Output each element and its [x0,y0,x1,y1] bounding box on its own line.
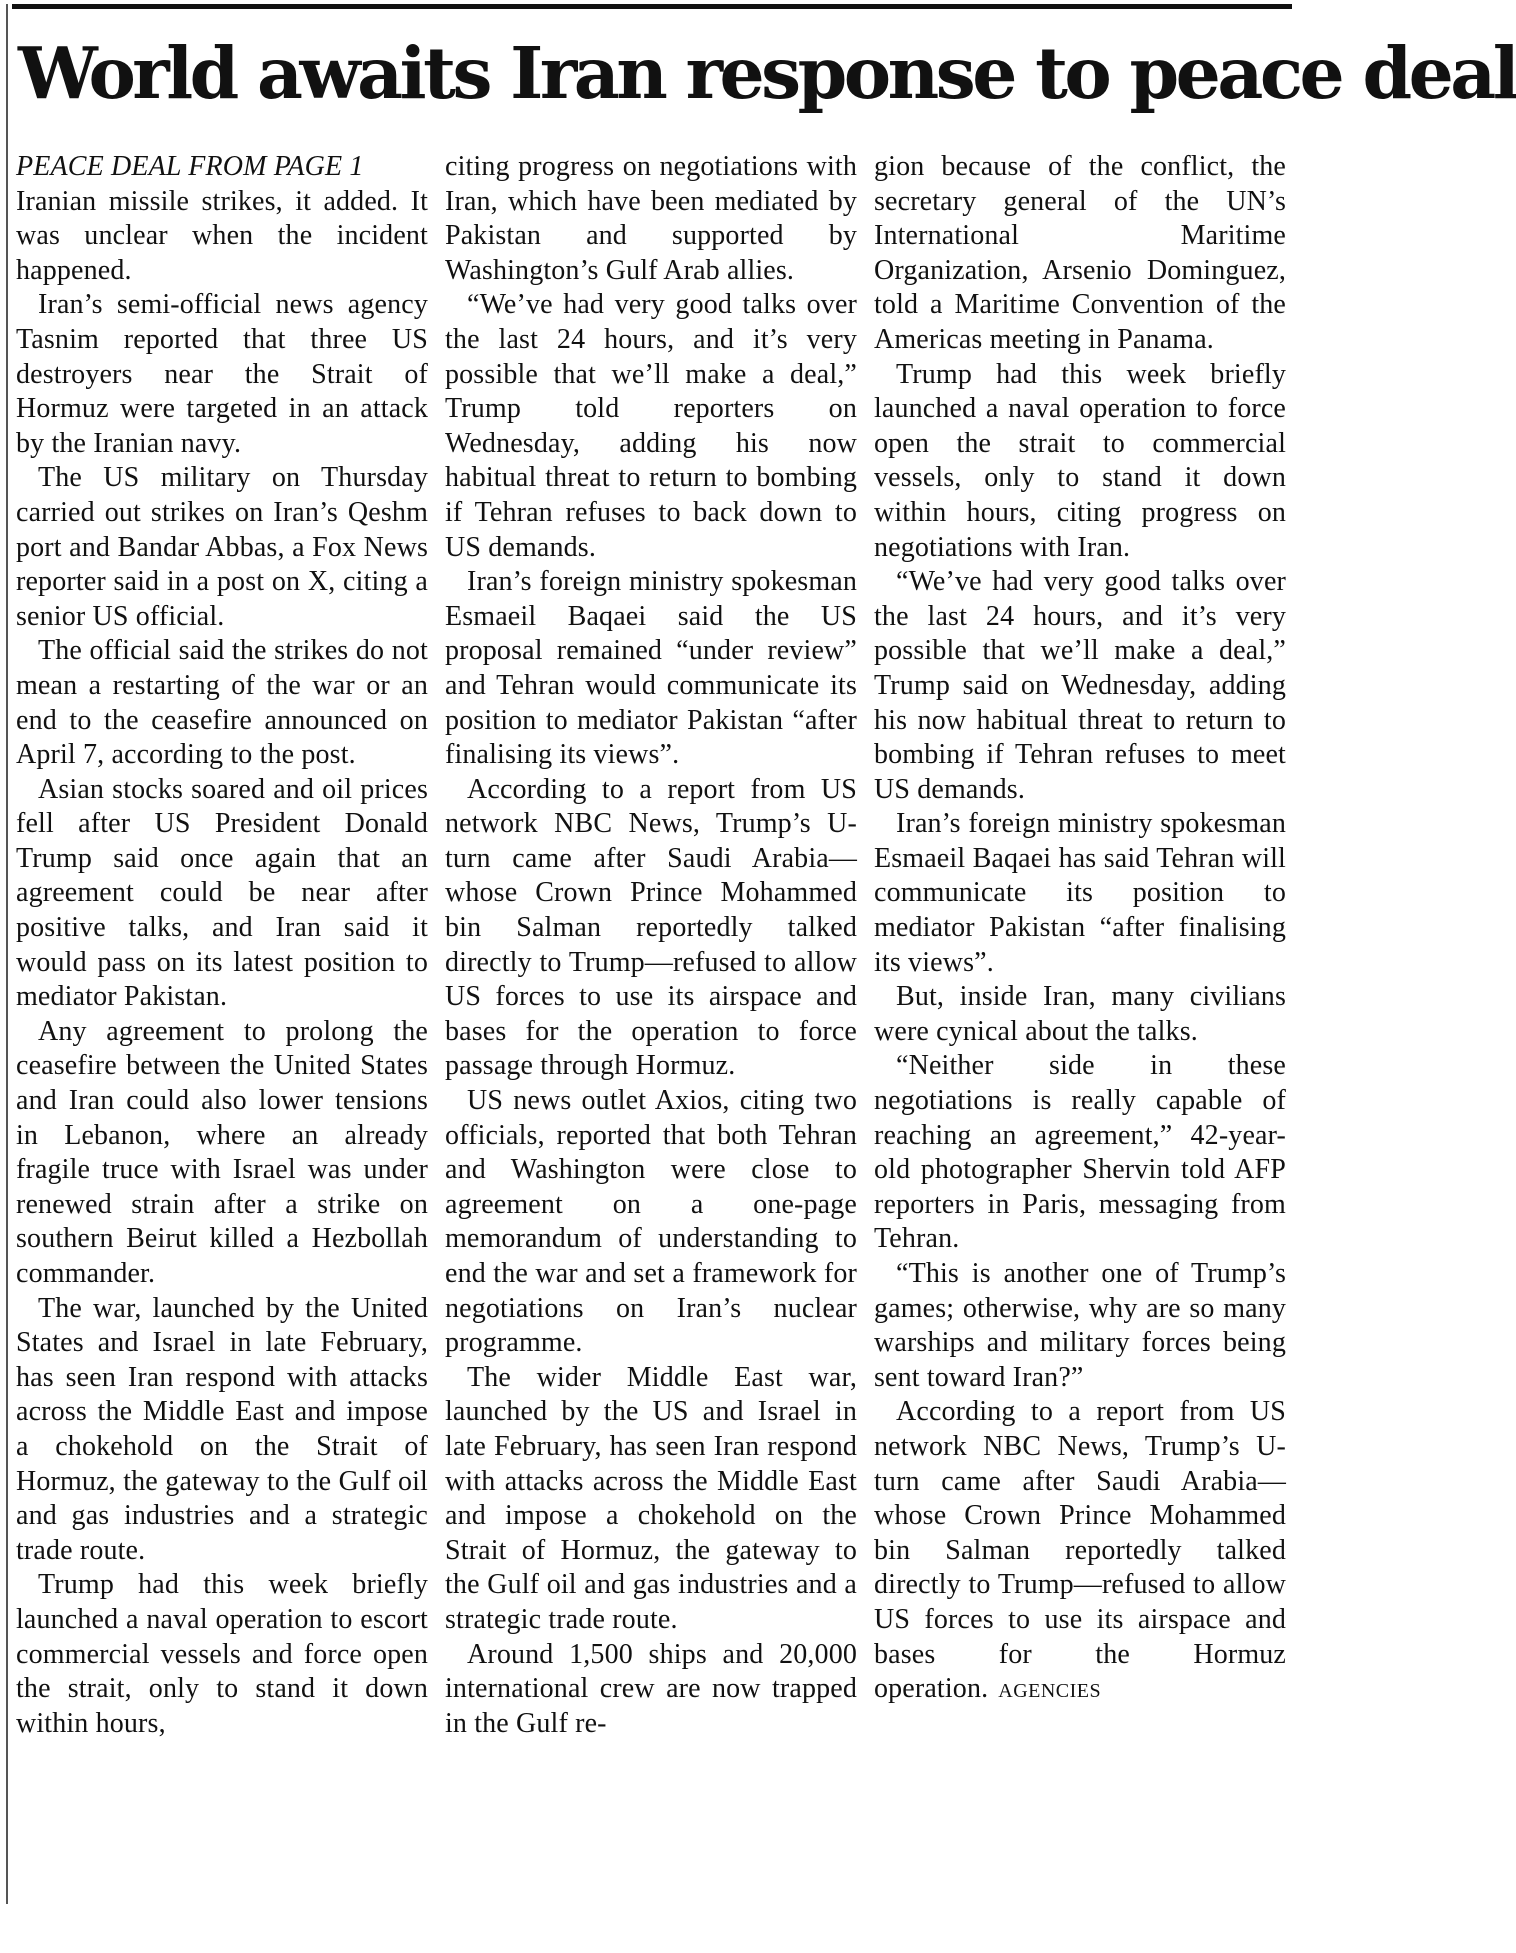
left-margin-rule [6,4,8,1904]
top-rule [12,4,1292,9]
headline: World awaits Iran response to peace deal [18,31,1516,115]
paragraph: The war, launched by the United States and Israel in late February, has seen Iran respond with attacks across the Middle East and impose a chokehold on the Strait of Hormuz, the gateway to the Gulf oil and gas industries and a strategic trade route. [16,1292,428,1566]
paragraph: But, inside Iran, many civilians were cynical about the talks. [874,981,1286,1047]
paragraph-final [874,1395,1286,1708]
paragraph: Iran’s foreign ministry spokesman Esmaeil Baqaei has said Tehran will communicate its position to mediator Pakistan “after finalising its views”. [874,808,1286,978]
paragraph: The official said the strikes do not mean a restarting of the war or an end to the ceasefire announced on April 7, according to the post. [16,635,428,771]
paragraph: citing progress on negotiations with Iran, which have been mediated by Pakistan and supported by Washington’s Gulf Arab allies. [445,151,857,286]
paragraph: Trump had this week briefly launched a naval operation to force open the strait to commercial vessels, only to stand it down within hours, citing progress on negotiations with Iran. [874,358,1286,563]
paragraph-text: According to a report from US network NBC News, Trump’s U-turn came after Saudi Arabia—whose Crown Prince Mohammed bin Salman reportedly talked directly to Trump—refused to allow US forces to use its airspace and bases for the Hormuz operation. [874,1396,1286,1705]
paragraph: Any agreement to prolong the ceasefire between the United States and Iran could also lower tensions in Lebanon, where an already fragile truce with Israel was under renewed strain after a strike on southern Beirut killed a Hezbollah commander. [16,1015,428,1289]
article-column-1 [16,150,428,1920]
kicker: PEACE DEAL FROM PAGE 1 [16,151,364,182]
paragraph: Around 1,500 ships and 20,000 international crew are now trapped in the Gulf re- [445,1638,857,1739]
paragraph: The wider Middle East war, launched by the US and Israel in late February, has seen Iran respond with attacks across the Middle East and impose a chokehold on the Strait of Hormuz, the gateway to the Gulf oil and gas industries and a strategic trade route. [445,1361,857,1635]
paragraph: “Neither side in these negotiations is really capable of reaching an agreement,” 42-year-old photographer Shervin told AFP reporters in Paris, messaging from Tehran. [874,1050,1286,1255]
paragraph: The US military on Thursday carried out strikes on Iran’s Qeshm port and Bandar Abbas, a Fox News reporter said in a post on X, citing a senior US official. [16,462,428,632]
paragraph: “We’ve had very good talks over the last 24 hours, and it’s very possible that we’ll make a deal,” Trump told reporters on Wednesday, adding his now habitual threat to return to bombing if Tehran refuses to back down to US demands. [445,289,857,563]
byline-agencies: AGENCIES [998,1680,1102,1703]
paragraph: “We’ve had very good talks over the last 24 hours, and it’s very possible that we’ll make a deal,” Trump said on Wednesday, adding his now habitual threat to return to bombing if Tehran refuses to meet US demands. [874,566,1286,805]
paragraph: Asian stocks soared and oil prices fell after US President Donald Trump said once again that an agreement could be near after positive talks, and Iran said it would pass on its latest position to mediator Pakistan. [16,773,428,1013]
paragraph: Iranian missile strikes, it added. It was unclear when the incident happened. [16,185,428,286]
paragraph: “This is another one of Trump’s games; otherwise, why are so many warships and military forces being sent toward Iran?” [874,1258,1286,1393]
paragraph: gion because of the conflict, the secretary general of the UN’s International Maritime Organization, Arsenio Dominguez, told a Maritime Convention of the Americas meeting in Panama. [874,151,1286,355]
article-column-3 [874,150,1286,1920]
paragraph: Iran’s semi-official news agency Tasnim reported that three US destroyers near the Strait of Hormuz were targeted in an attack by the Iranian navy. [16,289,428,459]
article-column-2 [445,150,857,1920]
paragraph: Iran’s foreign ministry spokesman Esmaeil Baqaei said the US proposal remained “under review” and Tehran would communicate its position to mediator Pakistan “after finalising its views”. [445,566,857,771]
paragraph: Trump had this week briefly launched a naval operation to escort commercial vessels and force open the strait, only to stand it down within hours, [16,1569,428,1739]
paragraph: According to a report from US network NBC News, Trump’s U-turn came after Saudi Arabia—whose Crown Prince Mohammed bin Salman reportedly talked directly to Trump—refused to allow US forces to use its airspace and bases for the operation to force passage through Hormuz. [445,773,857,1082]
paragraph: US news outlet Axios, citing two officials, reported that both Tehran and Washington were close to agreement on a one-page memorandum of understanding to end the war and set a framework for negotiations on Iran’s nuclear programme. [445,1085,857,1359]
